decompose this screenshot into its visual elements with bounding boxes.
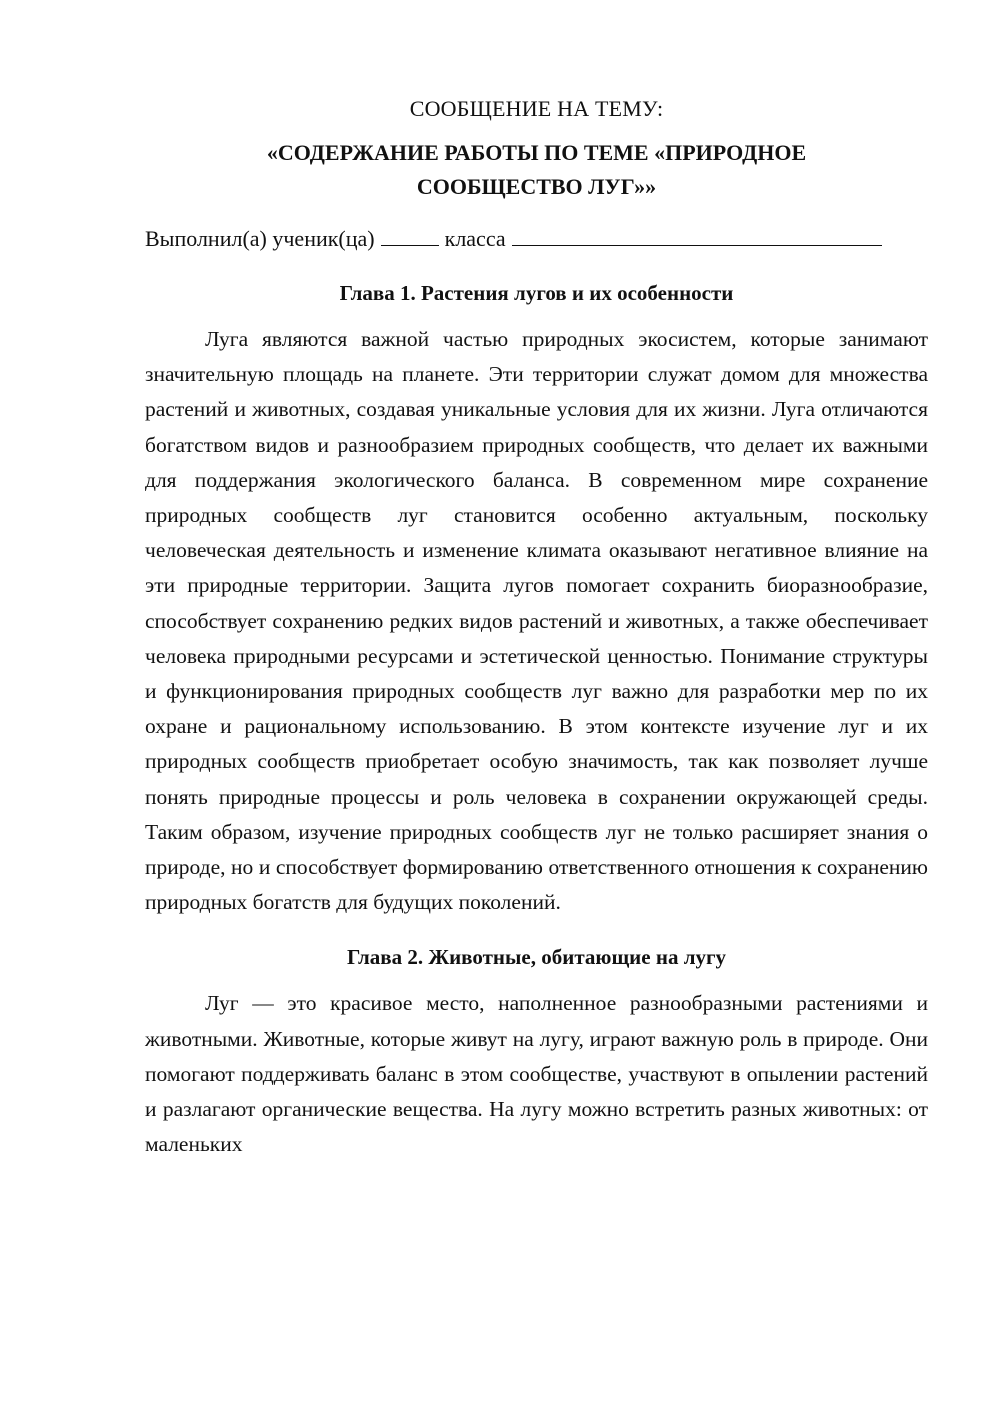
chapter-2-paragraph: Луг — это красивое место, наполненное разнообразными растениями и животными. Животные, которые живут на лугу, играют важную роль в природе. Они помогают поддерживать баланс в этом сообществе, участвуют в опылении растений и разлагают органические вещества. На лугу можно встретить разных животных: от маленьких	[145, 991, 928, 1157]
document-page	[145, 92, 928, 1162]
class-number-blank	[381, 223, 439, 246]
chapter-1-title: Глава 1. Растения лугов и их особенности	[339, 281, 734, 305]
chapter-1-paragraph: Луга являются важной частью природных экосистем, которые занимают значительную площадь на планете. Эти территории служат домом для множества растений и животных, создавая уникальные условия для их жизни. Луга отличаются богатством видов и разнообразием природных сообществ, что делает их важными для поддержания экологического баланса. В современном мире сохранение природных сообществ луг становится особенно актуальным, поскольку человеческая деятельность и изменение климата оказывают негативное влияние на эти природные территории. Защита лугов помогает сохранить биоразнообразие, способствует сохранению редких видов растений и животных, а также обеспечивает человека природными ресурсами и эстетической ценностью. Понимание структуры и функционирования природных сообществ луг важно для разработки мер по их охране и рациональному использованию. В этом контексте изучение луг и их природных сообществ приобретает особую значимость, так как позволяет лучше понять природные процессы и роль человека в сохранении окружающей среды. Таким образом, изучение природных сообществ луг не только расширяет знания о природе, но и способствует формированию ответственного отношения к сохранению природных богатств для будущих поколений.	[145, 327, 928, 915]
author-class-label: класса	[444, 226, 506, 251]
document-title: «СОДЕРЖАНИЕ РАБОТЫ ПО ТЕМЕ «ПРИРОДНОЕ СООБЩЕСТВО ЛУГ»»	[266, 140, 807, 199]
heading-line1: СООБЩЕНИЕ НА ТЕМУ:	[409, 96, 664, 121]
student-name-blank	[512, 223, 882, 246]
author-line	[145, 222, 928, 256]
author-prefix: Выполнил(а) ученик(ца)	[145, 226, 375, 251]
chapter-2-title: Глава 2. Животные, обитающие на лугу	[346, 945, 727, 970]
